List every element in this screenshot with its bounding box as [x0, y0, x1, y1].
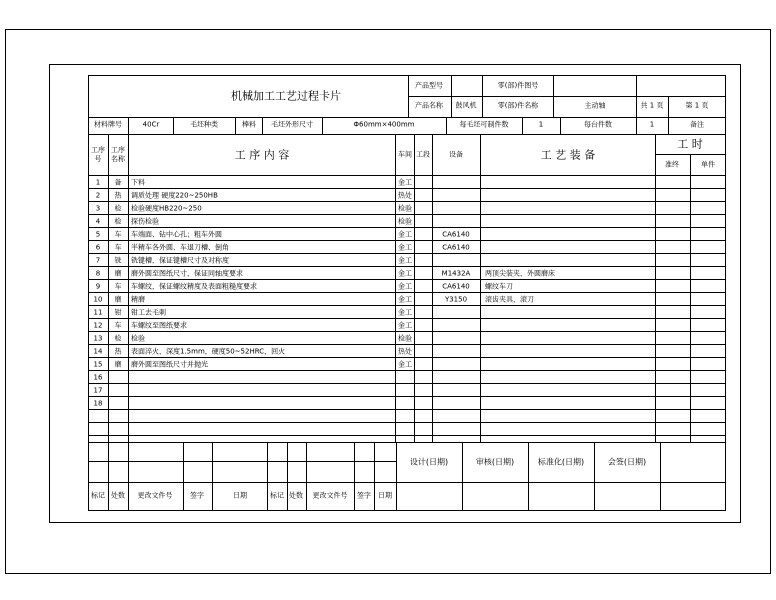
- op-no: 11: [93, 308, 103, 316]
- rev-mark-2: 标记: [270, 491, 284, 500]
- op-name: 检: [114, 334, 122, 342]
- per-unit-value: 1: [649, 120, 655, 129]
- op-no: 10: [93, 295, 103, 303]
- op-tooling: 螺纹车刀: [485, 282, 513, 290]
- op-name: 磨: [114, 360, 122, 368]
- op-workshop: 金工: [398, 230, 412, 238]
- op-name: 检: [114, 204, 122, 212]
- part-drawing-label: 零(部)件图号: [497, 81, 539, 90]
- material-label: 材料牌号: [94, 120, 122, 129]
- table-row: [0, 228, 776, 241]
- op-workshop: 检验: [398, 204, 412, 212]
- op-no: 1: [95, 178, 101, 186]
- op-no: 6: [95, 243, 101, 251]
- op-workshop: 金工: [398, 256, 412, 264]
- op-workshop: 金工: [398, 308, 412, 316]
- op-tooling: 滚齿夹具，滚刀: [485, 295, 534, 303]
- op-workshop: 金工: [398, 178, 412, 186]
- col-tooling: 工 艺 装 备: [540, 148, 596, 162]
- op-name: 车: [114, 321, 122, 329]
- op-content: 表面淬火，深度1.5mm，硬度50~52HRC，回火: [131, 347, 286, 355]
- op-name: 热: [114, 191, 122, 199]
- per-unit-label: 每台件数: [584, 120, 612, 129]
- op-content: 磨外圆至图纸尺寸并抛光: [131, 360, 208, 368]
- table-row: [0, 371, 776, 384]
- op-name: 热: [114, 347, 122, 355]
- op-workshop: 热处: [398, 347, 412, 355]
- op-equipment: CA6140: [442, 282, 470, 290]
- op-no: 14: [93, 347, 103, 355]
- rev-count-2: 处数: [289, 491, 303, 500]
- op-no: 12: [93, 321, 103, 329]
- op-content: 检验硬度HB220~250: [131, 204, 202, 212]
- op-content: 车端面、钻中心孔；粗车外圆: [131, 230, 222, 238]
- op-content: 车螺纹至图纸要求: [131, 321, 187, 329]
- blank-type-label: 毛坯种类: [190, 120, 218, 129]
- rev-doc-no: 更改文件号: [137, 491, 173, 500]
- table-row: [0, 332, 776, 345]
- page-number: 第 1 页: [685, 101, 709, 110]
- rev-date: 日期: [233, 491, 247, 500]
- table-row: [0, 215, 776, 228]
- op-content: 铣键槽，保证键槽尺寸及对称度: [131, 256, 229, 264]
- table-row: [0, 358, 776, 371]
- op-no: 18: [93, 399, 103, 407]
- blank-size-value: Φ60mm×400mm: [353, 120, 415, 129]
- op-name: 检: [114, 217, 122, 225]
- table-row: [0, 254, 776, 267]
- op-no: 3: [95, 204, 101, 212]
- rev-mark: 标记: [91, 491, 105, 500]
- standard-signature: 标准化(日期): [537, 457, 585, 467]
- op-equipment: CA6140: [442, 230, 470, 238]
- op-name: 车: [114, 243, 122, 251]
- countersign-signature: 会签(日期): [607, 457, 647, 467]
- op-content: 精磨: [131, 295, 145, 303]
- table-row: [0, 293, 776, 306]
- rev-doc-no-2: 更改文件号: [312, 491, 348, 500]
- table-row: [0, 189, 776, 202]
- op-workshop: 金工: [398, 295, 412, 303]
- op-tooling: 两顶尖装夹，外圆磨床: [485, 269, 555, 277]
- table-row: [0, 280, 776, 293]
- card-title: 机械加工工艺过程卡片: [231, 89, 341, 103]
- op-name: 车: [114, 230, 122, 238]
- part-name-label: 零(部)件名称: [497, 101, 539, 110]
- total-pages: 共 1 页: [640, 101, 664, 110]
- design-signature: 设计(日期): [409, 457, 449, 467]
- op-workshop: 金工: [398, 282, 412, 290]
- op-workshop: 金工: [398, 243, 412, 251]
- rev-count: 处数: [111, 491, 125, 500]
- op-no: 2: [95, 191, 101, 199]
- op-workshop: 热处: [398, 191, 412, 199]
- rev-date-2: 日期: [378, 491, 392, 500]
- col-workshop: 车间: [398, 150, 412, 159]
- col-op-no: 工序号: [91, 146, 105, 163]
- rev-sign-2: 签字: [357, 491, 371, 500]
- table-row: [0, 319, 776, 332]
- col-content: 工 序 内 容: [234, 148, 290, 162]
- op-equipment: Y3150: [444, 295, 468, 303]
- col-unit: 单件: [701, 160, 715, 169]
- op-no: 17: [93, 386, 103, 394]
- op-name: 钳: [114, 308, 122, 316]
- table-row: [0, 176, 776, 189]
- part-name-value: 主动轴: [584, 101, 606, 110]
- op-equipment: CA6140: [442, 243, 470, 251]
- table-row: [0, 345, 776, 358]
- op-no: 13: [93, 334, 103, 342]
- col-equipment: 设备: [449, 150, 463, 159]
- op-workshop: 检验: [398, 217, 412, 225]
- rev-sign: 签字: [190, 491, 204, 500]
- op-no: 7: [95, 256, 101, 264]
- table-row: [0, 306, 776, 319]
- product-name-value: 鼓风机: [455, 101, 477, 110]
- op-content: 钳工去毛刺: [131, 308, 166, 316]
- op-name: 铣: [114, 256, 122, 264]
- table-row: [0, 241, 776, 254]
- col-prep: 准终: [665, 160, 679, 169]
- table-row: [0, 397, 776, 410]
- material-value: 40Cr: [142, 120, 160, 129]
- op-content: 磨外圆至图纸尺寸，保证同轴度要求: [131, 269, 243, 277]
- op-no: 16: [93, 373, 103, 381]
- op-content: 检验: [131, 334, 145, 342]
- col-hours: 工 时: [677, 137, 703, 151]
- remark-label: 备注: [690, 120, 704, 129]
- op-workshop: 金工: [398, 360, 412, 368]
- blank-type-value: 棒料: [242, 120, 256, 129]
- op-workshop: 检验: [398, 334, 412, 342]
- op-equipment: M1432A: [441, 269, 471, 277]
- op-content: 半精车各外圆、车退刀槽、倒角: [131, 243, 229, 251]
- op-no: 9: [95, 282, 101, 290]
- op-no: 5: [95, 230, 101, 238]
- op-content: 车螺纹，保证螺纹精度及表面粗糙度要求: [131, 282, 257, 290]
- op-content: 调质处理 硬度220~250HB: [131, 191, 218, 199]
- op-workshop: 金工: [398, 321, 412, 329]
- op-no: 15: [93, 360, 103, 368]
- product-model-label: 产品型号: [415, 81, 443, 90]
- product-name-label: 产品名称: [415, 101, 443, 110]
- col-op-name: 工序名称: [111, 146, 125, 163]
- op-name: 备: [114, 178, 122, 186]
- op-workshop: 金工: [398, 269, 412, 277]
- table-row: [0, 267, 776, 280]
- blank-size-label: 毛坯外形尺寸: [271, 120, 313, 129]
- col-section: 工段: [416, 150, 430, 159]
- op-content: 下料: [131, 178, 145, 186]
- op-no: 4: [95, 217, 101, 225]
- op-name: 磨: [114, 269, 122, 277]
- review-signature: 审核(日期): [475, 457, 515, 467]
- table-row: [0, 384, 776, 397]
- op-name: 车: [114, 282, 122, 290]
- op-content: 探伤检验: [131, 217, 159, 225]
- per-blank-value: 1: [538, 120, 544, 129]
- op-name: 磨: [114, 295, 122, 303]
- table-row: [0, 202, 776, 215]
- per-blank-label: 每毛坯可制件数: [459, 120, 509, 129]
- op-no: 8: [95, 269, 101, 277]
